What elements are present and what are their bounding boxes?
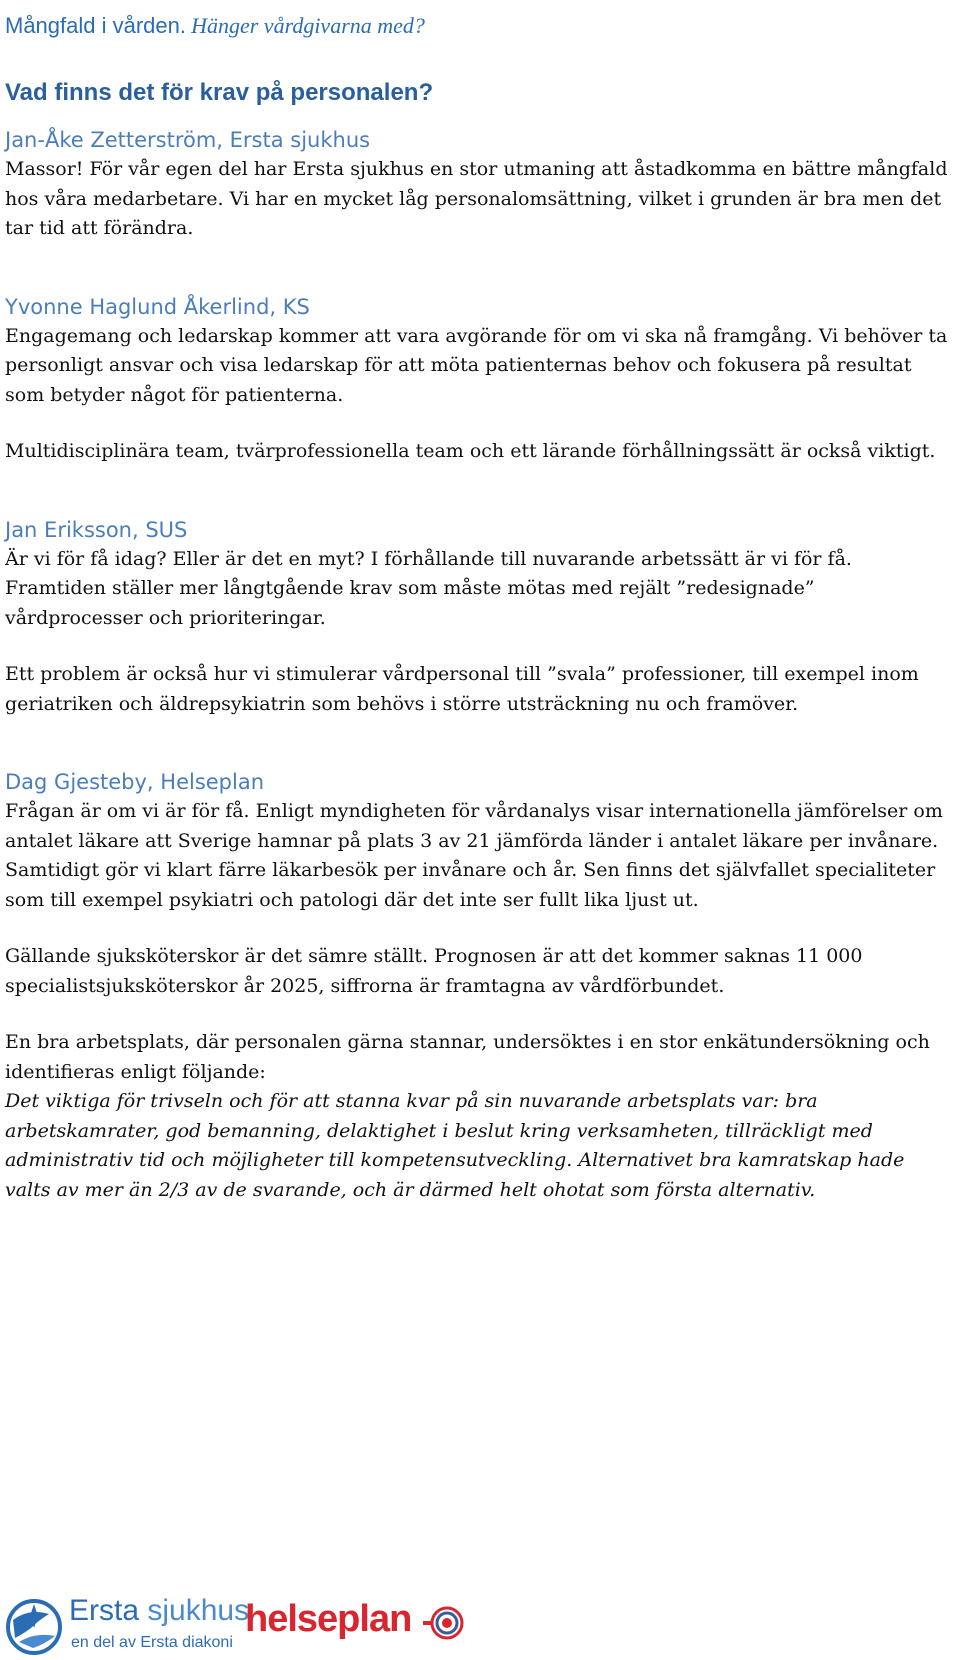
header-subtitle: Hänger vårdgivarna med? [191, 13, 425, 38]
paragraph: Multidisciplinära team, tvärprofessionella team och ett lärande förhållningssätt är också viktigt. [5, 440, 936, 462]
ersta-name-part: Ersta [69, 1594, 140, 1627]
section-haglund [5, 292, 950, 467]
paragraph: Massor! För vår egen del har Ersta sjukhus en stor utmaning att åstadkomma en bättre mångfald hos våra medarbetare. Vi har en mycket låg personalomsättning, vilket i grunden är bra men det tar tid att förändra. [5, 158, 948, 239]
ersta-logo [5, 1594, 250, 1656]
ersta-name-part: sjukhus [147, 1594, 250, 1627]
helseplan-logo [245, 1594, 475, 1654]
section-eriksson [5, 515, 950, 720]
helseplan-wordmark: helseplan [245, 1598, 412, 1640]
paragraph: Engagemang och ledarskap kommer att vara avgörande för om vi ska nå framgång. Vi behöver ta personligt ansvar och visa ledarskap för att möta patienternas behov och fokusera på resultat som betyder något för patienterna. [5, 324, 948, 406]
speaker-name: Jan Eriksson, SUS [5, 517, 188, 542]
document-page [5, 0, 950, 1205]
paragraph: Frågan är om vi är för få. Enligt myndigheten för vårdanalys visar internationella jämförelser om antalet läkare att Sverige hamnar på plats 3 av 21 jämförda länder i antalet läkare per invånare. Samtidigt gör vi klart färre läkarbesök per invånare och år. Sen finns det självfallet specialiteter som till exempel psykiatri och patologi där det inte ser fullt lika ljust ut. [5, 800, 943, 911]
footer-logos [5, 1590, 505, 1658]
ersta-logo-subtitle: en del av Ersta diakoni [71, 1634, 233, 1651]
speaker-name: Dag Gjesteby, Helseplan [5, 770, 265, 794]
helseplan-target-icon [423, 1602, 465, 1644]
header-title: Mångfald i vården. [5, 13, 186, 38]
section-zetterstrom [5, 125, 950, 244]
speaker-name: Yvonne Haglund Åkerlind, KS [5, 294, 310, 319]
paragraph: Gällande sjuksköterskor är det sämre ställt. Prognosen är att det kommer saknas 11 000 specialistsjuksköterskor år 2025, siffrorna är framtagna av vårdförbundet. [5, 945, 863, 997]
paragraph: En bra arbetsplats, där personalen gärna stannar, undersöktes i en stor enkätundersökning och identifieras enligt följande: [5, 1031, 930, 1083]
ersta-logo-icon [5, 1598, 63, 1656]
paragraph: Är vi för få idag? Eller är det en myt? I förhållande till nuvarande arbetssätt är vi för få. Framtiden ställer mer långtgående krav som måste mötas med rejält ”redesignade” vårdprocesser och prioriteringar. [5, 547, 852, 629]
paragraph: Ett problem är också hur vi stimulerar vårdpersonal till ”svala” professioner, till exempel inom geriatriken och äldrepsykiatrin som behövs i större utsträckning nu och framöver. [5, 663, 919, 715]
speaker-name: Jan-Åke Zetterström, Ersta sjukhus [5, 128, 371, 152]
main-question: Vad finns det för krav på personalen? [5, 79, 434, 106]
section-gjesteby [5, 767, 950, 1205]
italic-quote: Det viktiga för trivseln och för att stanna kvar på sin nuvarande arbetsplats var: bra arbetskamrater, god bemanning, delaktighet i beslut kring verksamheten, tillräckligt med administrativ tid och möjligheter till kompetensutveckling. Alternativet bra kamratskap hade valts av mer än 2/3 av de svarande, och är därmed helt ohotat som första alternativ. [5, 1090, 905, 1201]
ersta-logo-name [69, 1594, 249, 1628]
document-header [5, 8, 950, 44]
